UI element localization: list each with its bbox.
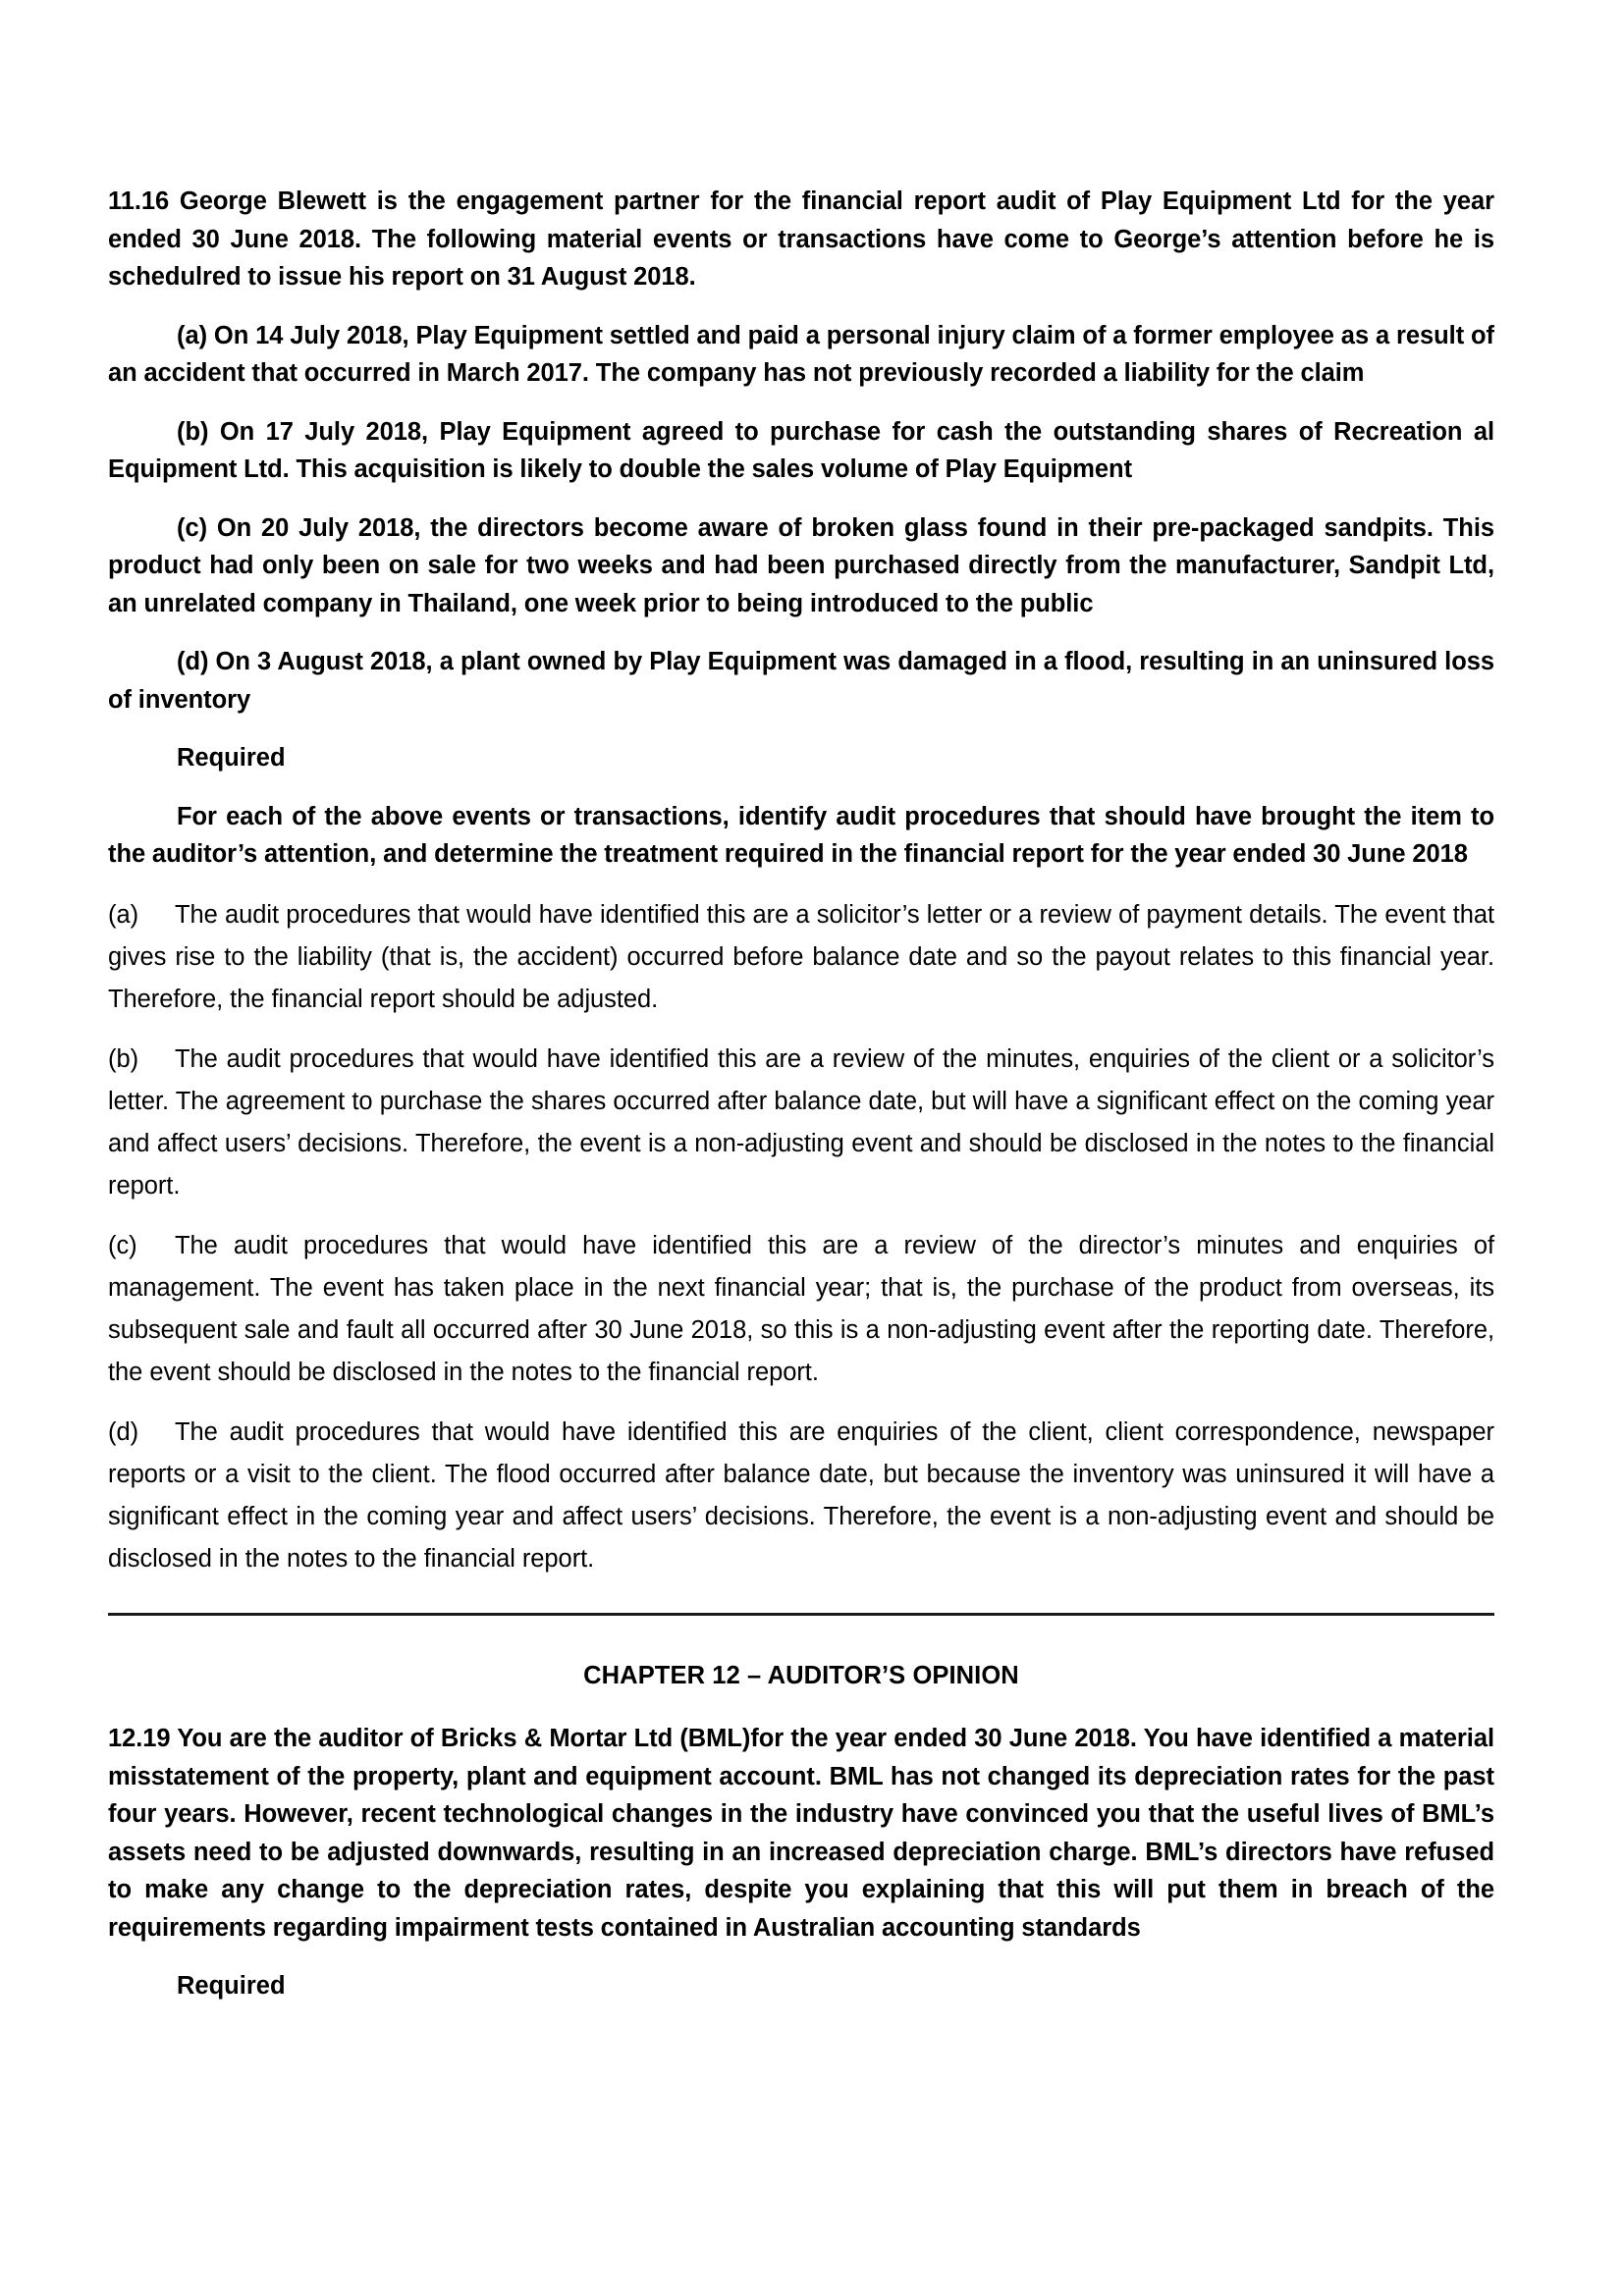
required-label-11-16: Required bbox=[177, 744, 286, 772]
section-divider-wrap bbox=[108, 1613, 1494, 1616]
answer-11-16-a bbox=[108, 894, 1494, 1021]
answer-text-c: The audit procedures that would have identified this are a review of the director’s minutes and enquiries of management. The event has taken place in the next financial year; that is, the purchase of the product from overseas, its subsequent sale and fault all occurred after 30 June 2018, so this is a non-adjusting event after the reporting date. Therefore, the event should be disclosed in the notes to the financial report. bbox=[108, 1231, 1494, 1386]
required-label-12-19: Required bbox=[177, 1972, 286, 2000]
answer-11-16-b bbox=[108, 1039, 1494, 1207]
question-11-16-item-c: (c) On 20 July 2018, the directors become aware of broken glass found in their pre-packaged sandpits. This product had only been on sale for two weeks and had been purchased directly from the manufacturer, Sandpit Ltd, an unrelated company in Thailand, one week prior to being introduced to the public bbox=[108, 513, 1494, 617]
question-11-16-item-a: (a) On 14 July 2018, Play Equipment settled and paid a personal injury claim of a former employee as a result of an accident that occurred in March 2017. The company has not previously recorded a liability for the claim bbox=[108, 321, 1494, 387]
question-11-16-item-d: (d) On 3 August 2018, a plant owned by Play Equipment was damaged in a flood, resulting in an uninsured loss of inventory bbox=[108, 648, 1494, 714]
page-content bbox=[108, 183, 1494, 2026]
answer-marker-b: (b) bbox=[108, 1044, 139, 1073]
question-11-16-required-text: For each of the above events or transactions, identify audit procedures that should have brought the item to the auditor’s attention, and determine the treatment required in the financial report for the year ended 30 June 2018 bbox=[108, 802, 1494, 868]
answer-text-b: The audit procedures that would have identified this are a review of the minutes, enquiries of the client or a solicitor’s letter. The agreement to purchase the shares occurred after balance date, but will have a significant effect on the coming year and affect users’ decisions. Therefore, the event is a non-adjusting event and should be disclosed in the notes to the financial report. bbox=[108, 1044, 1494, 1200]
answer-marker-a: (a) bbox=[108, 900, 139, 929]
answer-text-d: The audit procedures that would have identified this are enquiries of the client, client correspondence, newspaper reports or a visit to the client. The flood occurred after balance date, but because the inventory was uninsured it will have a significant effect in the coming year and affect users’ decisions. Therefore, the event is a non-adjusting event and should be disclosed in the notes to the financial report. bbox=[108, 1417, 1494, 1573]
question-11-16-intro: 11.16 George Blewett is the engagement partner for the financial report audit of Play Equipment Ltd for the year ended 30 June 2018. The following material events or transactions have come to George’s attention before he is schedulred to issue his report on 31 August 2018. bbox=[108, 187, 1494, 291]
answer-11-16-d bbox=[108, 1412, 1494, 1580]
answer-11-16-c bbox=[108, 1225, 1494, 1394]
question-11-16-item-b: (b) On 17 July 2018, Play Equipment agreed to purchase for cash the outstanding shares of Recreation al Equipment Ltd. This acquisition is likely to double the sales volume of Play Equipment bbox=[108, 417, 1494, 483]
section-divider bbox=[108, 1613, 1494, 1616]
chapter-12-heading: CHAPTER 12 – AUDITOR’S OPINION bbox=[583, 1661, 1019, 1689]
answer-marker-d: (d) bbox=[108, 1417, 139, 1446]
answer-marker-c: (c) bbox=[108, 1231, 137, 1259]
question-12-19-text: 12.19 You are the auditor of Bricks & Mortar Ltd (BML)for the year ended 30 June 2018. You have identified a material misstatement of the property, plant and equipment account. BML has not changed its depreciation rates for the past four years. However, recent technological changes in the industry have convinced you that the useful lives of BML’s assets need to be adjusted downwards, resulting in an increased depreciation charge. BML’s directors have refused to make any change to the depreciation rates, despite you explaining that this will put them in breach of the requirements regarding impairment tests contained in Australian accounting standards bbox=[108, 1725, 1494, 1942]
answer-text-a: The audit procedures that would have identified this are a solicitor’s letter or a review of payment details. The event that gives rise to the liability (that is, the accident) occurred before balance date and so the payout relates to this financial year. Therefore, the financial report should be adjusted. bbox=[108, 900, 1494, 1013]
